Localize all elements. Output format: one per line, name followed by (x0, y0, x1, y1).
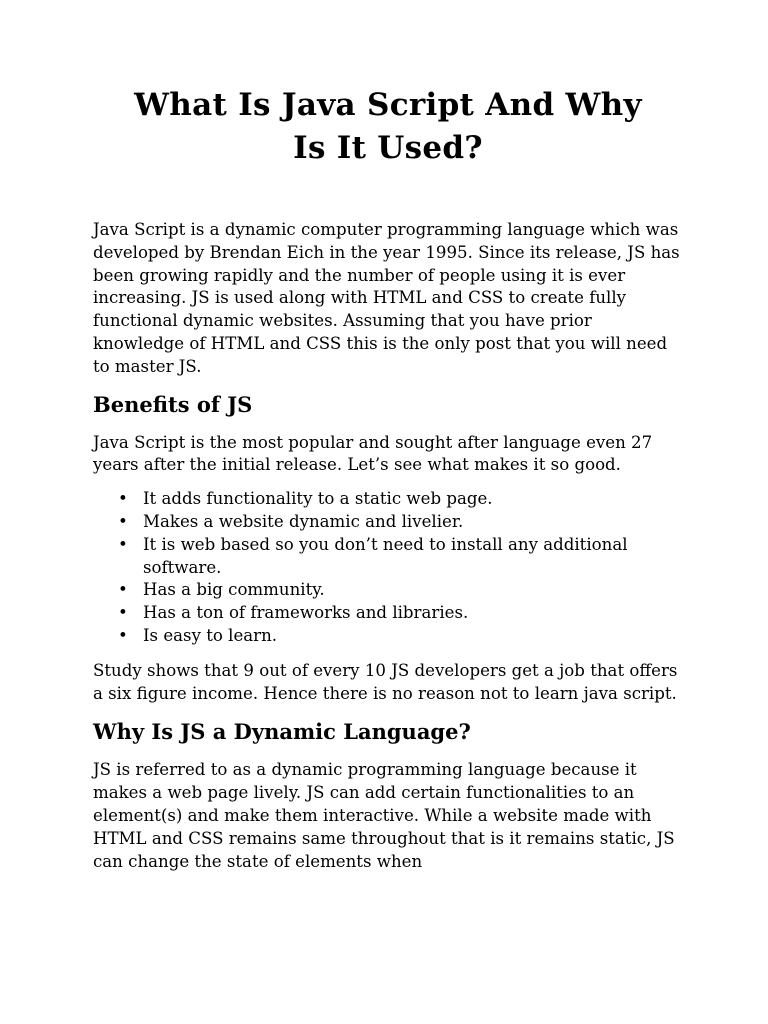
benefits-heading: Benefits of JS (93, 391, 253, 417)
dynamic-language-paragraph: JS is referred to as a dynamic programming language because it makes a web page lively. JS can add certain functionalities to an element(s) and make them interactive. While a website made with HTML and CSS remains same throughout that is it remains static, JS can change the state of elements when (93, 760, 675, 871)
list-item (93, 625, 683, 648)
title-line-1: What Is Java Script And Why (134, 87, 642, 123)
list-item (93, 579, 683, 602)
list-item-text: It adds functionality to a static web page. (143, 489, 493, 509)
list-item-text: Makes a website dynamic and livelier. (143, 511, 464, 531)
intro-paragraph: Java Script is a dynamic computer programming language which was developed by Brendan Eich in the year 1995. Since its release, JS has been growing rapidly and the number of people using it is ever increasing. JS is used along with HTML and CSS to create fully functional dynamic websites. Assuming that you have prior knowledge of HTML and CSS this is the only post that you will need to master JS. (93, 220, 680, 376)
list-item (93, 534, 683, 580)
bullet-icon: • (118, 580, 128, 600)
title-line-2: Is It Used? (293, 130, 483, 166)
document-page (93, 84, 683, 873)
bullet-icon: • (118, 625, 128, 645)
bullet-icon: • (118, 489, 128, 509)
benefits-list (93, 488, 683, 648)
list-item (93, 488, 683, 511)
bullet-icon: • (118, 511, 128, 531)
list-item-text: It is web based so you don’t need to install any additional software. (143, 534, 628, 577)
list-item (93, 511, 683, 534)
bullet-icon: • (118, 534, 128, 554)
study-paragraph: Study shows that 9 out of every 10 JS developers get a job that offers a six figure income. Hence there is no reason not to learn java script. (93, 660, 678, 703)
list-item-text: Has a big community. (143, 580, 325, 600)
dynamic-language-heading: Why Is JS a Dynamic Language? (93, 719, 471, 745)
list-item-text: Is easy to learn. (143, 625, 278, 645)
document-title (93, 84, 683, 170)
list-item-text: Has a ton of frameworks and libraries. (143, 603, 469, 623)
list-item (93, 602, 683, 625)
bullet-icon: • (118, 603, 128, 623)
benefits-paragraph: Java Script is the most popular and sought after language even 27 years after the initial release. Let’s see what makes it so good. (93, 432, 653, 475)
